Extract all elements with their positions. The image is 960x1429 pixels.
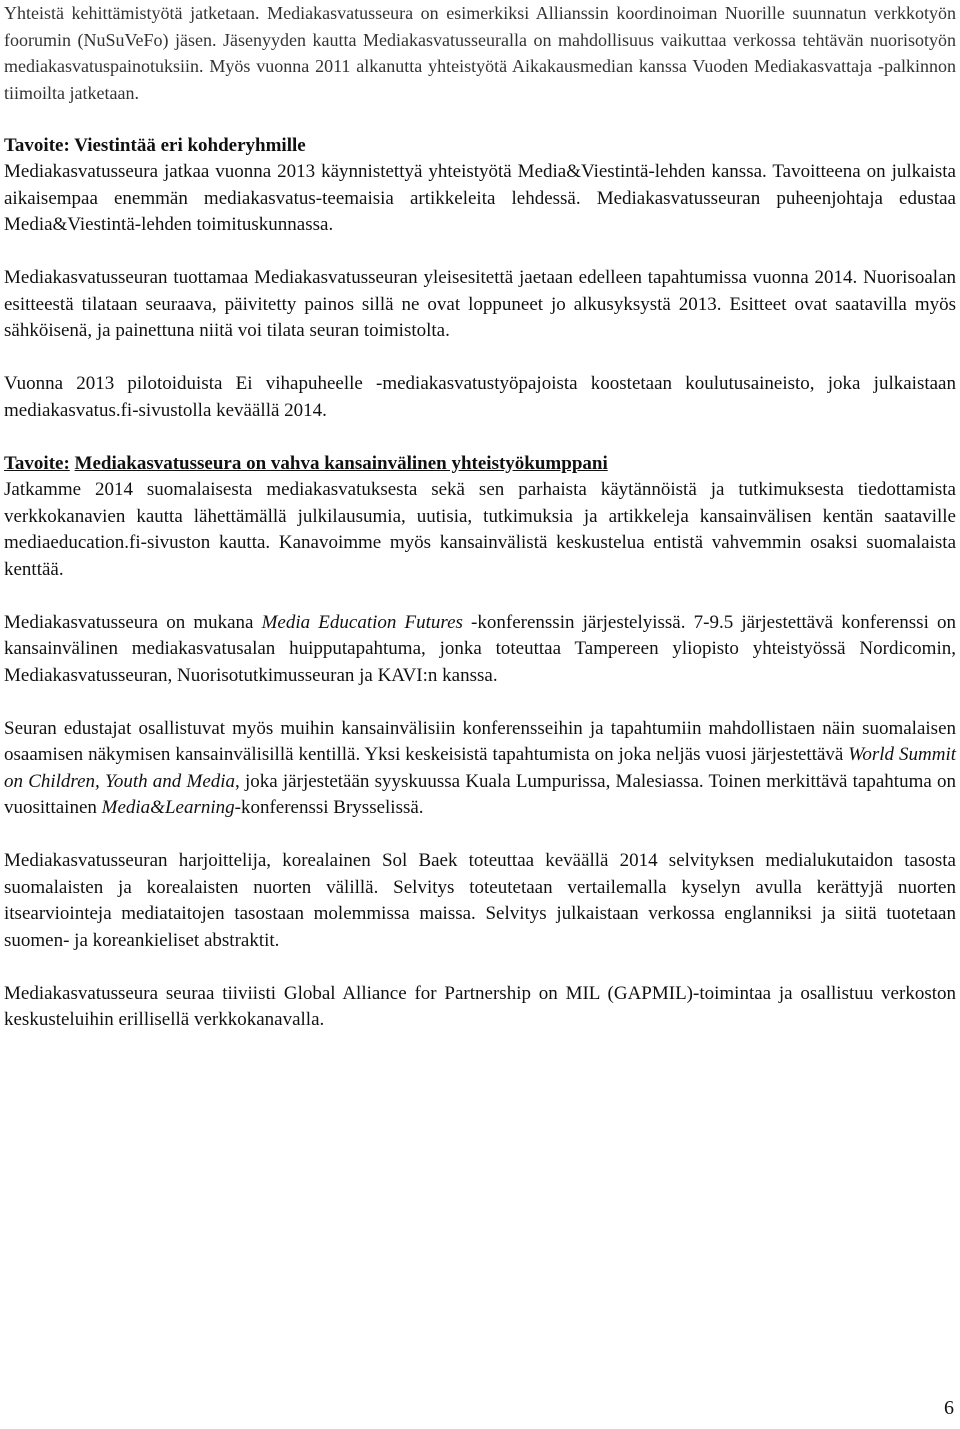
paragraph-media-literacy-study: Mediakasvatusseuran harjoittelija, korealainen Sol Baek toteuttaa keväällä 2014 selvityksen medialukutaidon tasosta suomalaisten ja korealaisten nuorten välillä. Selvitys toteutetaan vertailemalla kyselyn avulla kerättyjä nuorten itsearviointeja mediataitojen tasostaan molemmissa maissa. Selvitys julkaistaan verkossa englanniksi ja siitä tuotetaan suomen- ja koreankieliset abstraktit. [4, 850, 956, 951]
paragraph-media-viestinta: Mediakasvatusseura jatkaa vuonna 2013 käynnistettyä yhteistyötä Media&Viestintä-lehden kanssa. Tavoitteena on julkaista aikaisempaa enemmän mediakasvatus-teemaisia artikkeleita lehdessä. Mediakasvatusseuran puheenjohtaja edustaa Media&Viestintä-lehden toimituskunnassa. [4, 161, 956, 235]
document-page [4, 0, 956, 1034]
conference-title: Media Education Futures [261, 611, 463, 633]
paragraph-international-events [4, 716, 956, 822]
world-summit-title: World Summit on Children, Youth and Media [4, 744, 956, 792]
paragraph-brochure: Mediakasvatusseuran tuottamaa Mediakasvatusseuran yleisesitettä jaetaan edelleen tapahtumissa vuonna 2014. Nuorisoalan esitteestä tilataan seuraava, päivitetty painos sillä ne ovat loppuneet jo alkusyksystä 2013. Esitteet ovat saatavilla myös sähköisenä, ja painettuna niitä voi tilata seuran toimistolta. [4, 267, 956, 341]
events-text-middle: , joka järjestetään syyskuussa Kuala Lumpurissa, Malesiassa. Toinen merkittävä tapahtuma on vuosittainen [4, 770, 956, 818]
heading-rest: Mediakasvatusseura on vahva kansainvälinen yhteistyökumppani [74, 452, 608, 474]
conference-text-before: Mediakasvatusseura on mukana [4, 611, 262, 633]
conference-text-after: -konferenssin järjestelyissä. 7-9.5 järjestettävä konferenssi on kansainvälinen mediakasvatusalan huipputapahtuma, jonka toteuttaa Tampereen yliopisto yhteistyössä Nordicomin, Mediakasvatusseuran, Nuorisotutkimusseuran ja KAVI:n kanssa. [4, 611, 956, 686]
paragraph-conference [4, 610, 956, 690]
page-number: 6 [944, 1397, 954, 1419]
paragraph-international-communication: Jatkamme 2014 suomalaisesta mediakasvatuksesta sekä sen parhaista käytännöistä ja tutkimuksesta tiedottamista verkkokanavien kautta lähettämällä julkilausumia, uutisia, tutkimuksia ja artikkeleja kansainvälisen kentän saataville mediaeducation.fi-sivuston kautta. Kanavoimme myös kansainvälistä keskustelua entistä vahvemmin osaksi suomalaista kenttää. [4, 479, 956, 580]
intro-paragraph: Yhteistä kehittämistyötä jatketaan. Mediakasvatusseura on esimerkiksi Allianssin koordinoiman Nuorille suunnatun verkkotyön foorumin (NuSuVeFo) jäsen. Jäsenyyden kautta Mediakasvatusseuralla on mahdollisuus vaikuttaa verkossa tehtävän nuorisotyön mediakasvatuspainotuksiin. Myös vuonna 2011 alkanutta yhteistyötä Aikakausmedian kanssa Vuoden Mediakasvattaja -palkinnon tiimoilta jatketaan. [4, 3, 956, 103]
paragraph-hate-speech-workshops: Vuonna 2013 pilotoiduista Ei vihapuheelle -mediakasvatustyöpajoista koostetaan koulutusaineisto, joka julkaistaan mediakasvatus.fi-sivustolla keväällä 2014. [4, 373, 956, 421]
media-learning-title: Media&Learning [101, 797, 235, 818]
events-text-after: -konferenssi Brysselissä. [234, 797, 424, 818]
events-text-before: Seuran edustajat osallistuvat myös muihin kansainvälisiin konferensseihin ja tapahtumiin mahdollistaen näin suomalaisen osaamisen näkymisen kansainvälisillä kentillä. Yksi keskeisistä tapahtumista on joka neljäs vuosi järjestettävä [4, 717, 956, 765]
paragraph-gapmil: Mediakasvatusseura seuraa tiiviisti Global Alliance for Partnership on MIL (GAPMIL)-toimintaa ja osallistuu verkoston keskusteluihin erillisellä verkkokanavalla. [4, 982, 956, 1030]
heading-prefix: Tavoite: [4, 452, 70, 474]
section-heading-international [4, 451, 956, 478]
section-heading-communication: Tavoite: Viestintää eri kohderyhmille [4, 134, 306, 156]
